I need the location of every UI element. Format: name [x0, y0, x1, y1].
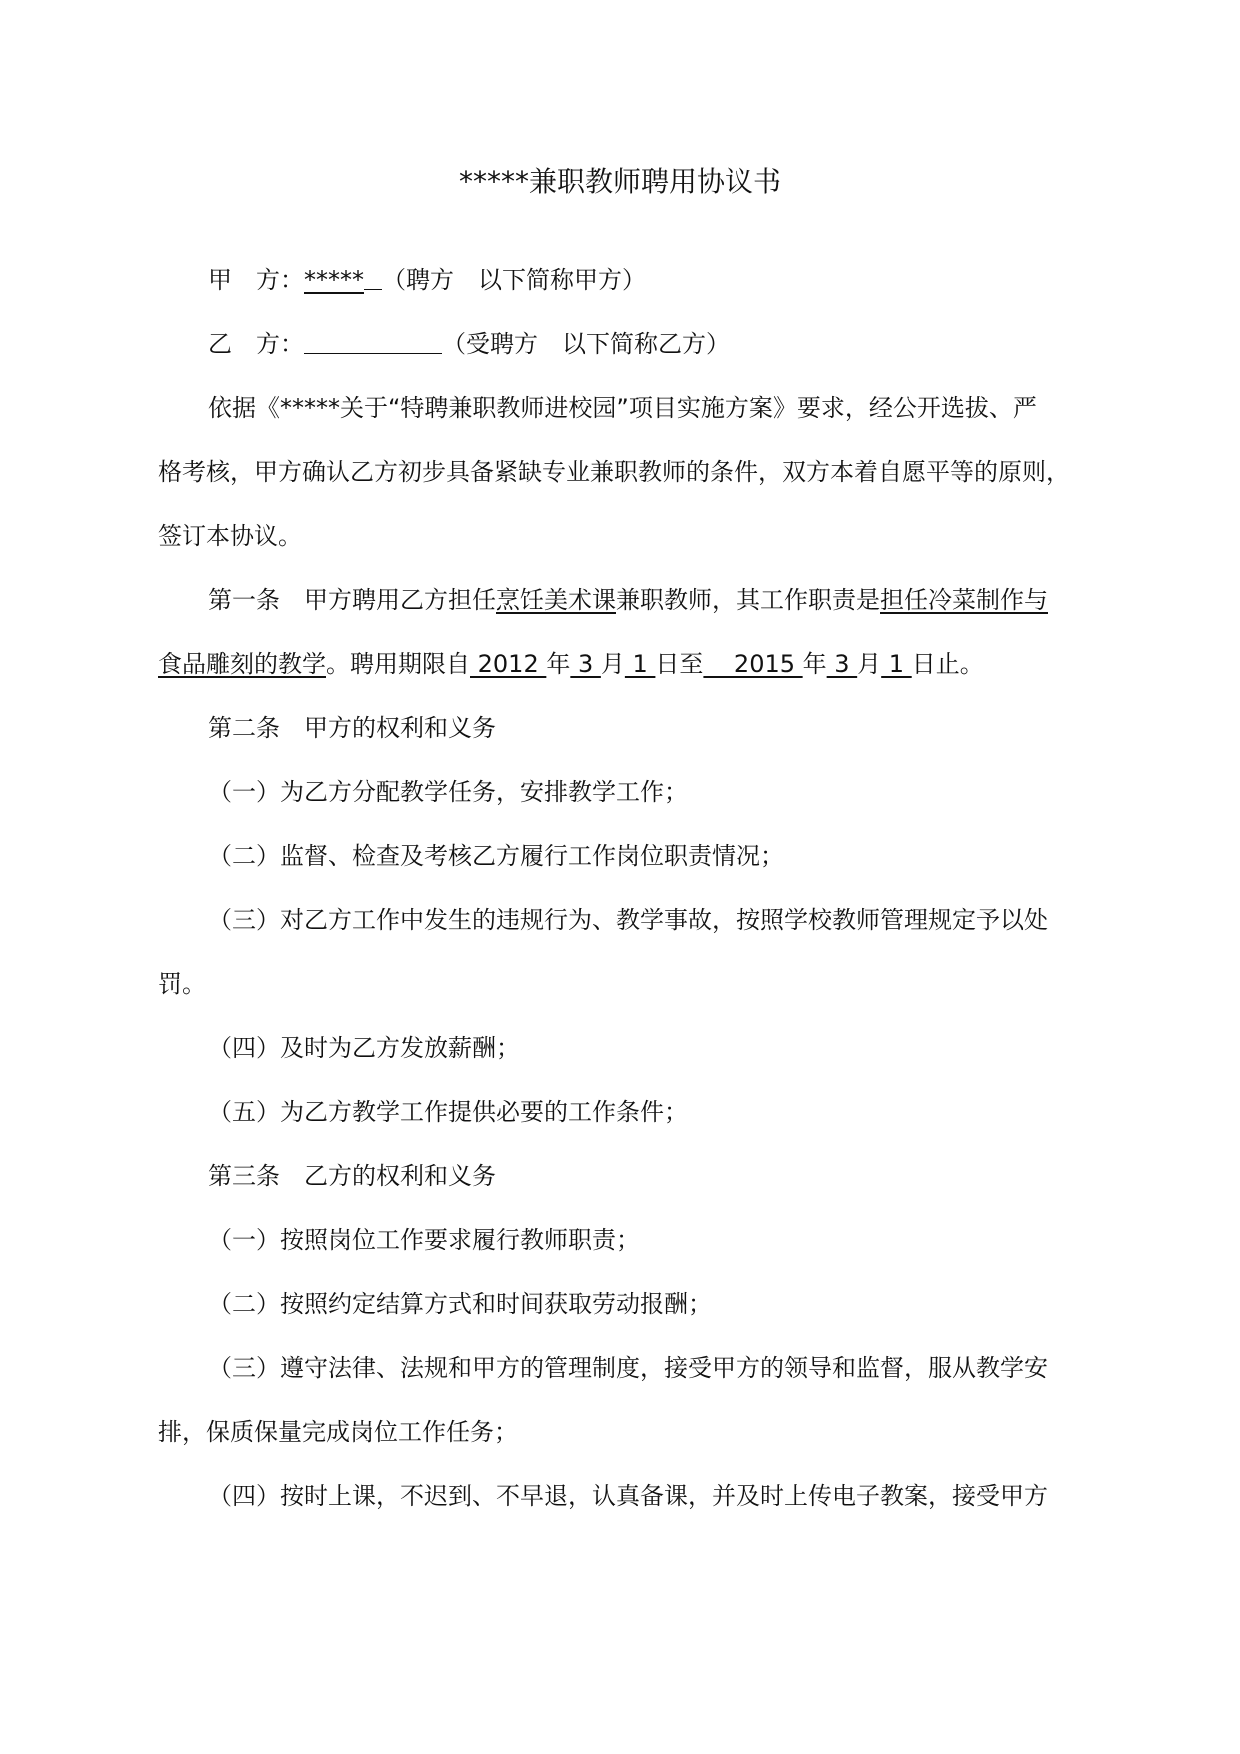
month-unit: 月	[857, 650, 882, 678]
intro-line-1: 依据《*****关于“特聘兼职教师进校园”项目实施方案》要求，经公开选拔、严	[208, 394, 1037, 422]
start-year: 2012	[470, 650, 547, 678]
end-year: 2015	[703, 650, 803, 678]
party-b-line	[208, 326, 730, 362]
article-3-item-3-cont: 排，保质保量完成岗位工作任务；	[158, 1418, 518, 1446]
article-1-text: 兼职教师，其工作职责是	[616, 586, 880, 614]
document-title: *****兼职教师聘用协议书	[458, 165, 781, 198]
article-2-item-3-cont: 罚。	[158, 970, 206, 998]
article-3-item-4: （四）按时上课，不迟到、不早退，认真备课，并及时上传电子教案，接受甲方	[208, 1482, 1048, 1510]
intro-line-2: 格考核，甲方确认乙方初步具备紧缺专业兼职教师的条件，双方本着自愿平等的原则，	[158, 458, 1070, 486]
end-day: 1	[881, 650, 912, 678]
article-2-item-2: （二）监督、检查及考核乙方履行工作岗位职责情况；	[208, 842, 784, 870]
article-1-text: 。聘用期限自	[326, 650, 470, 678]
article-1-line-1	[208, 582, 1048, 618]
duty-text: 担任冷菜制作与	[880, 586, 1048, 614]
start-day: 1	[624, 650, 656, 678]
article-3-item-1: （一）按照岗位工作要求履行教师职责；	[208, 1226, 640, 1254]
article-1-text: 第一条 甲方聘用乙方担任	[208, 586, 496, 614]
party-a-note: （聘方 以下简称甲方）	[382, 266, 646, 294]
party-b-blank	[304, 327, 442, 354]
day-unit: 日至	[655, 650, 704, 678]
year-unit: 年	[802, 650, 827, 678]
party-a-blank	[364, 263, 382, 290]
article-2-item-1: （一）为乙方分配教学任务，安排教学工作；	[208, 778, 688, 806]
party-a-name: *****	[304, 266, 364, 294]
article-2-item-3: （三）对乙方工作中发生的违规行为、教学事故，按照学校教师管理规定予以处	[208, 906, 1048, 934]
duty-text: 食品雕刻的教学	[158, 650, 326, 678]
party-b-note: （受聘方 以下简称乙方）	[442, 330, 730, 358]
article-3-heading: 第三条 乙方的权利和义务	[208, 1162, 496, 1190]
end-month: 3	[826, 650, 858, 678]
course-name: 烹饪美术课	[496, 586, 616, 614]
party-a-line	[208, 262, 646, 298]
article-3-item-2: （二）按照约定结算方式和时间获取劳动报酬；	[208, 1290, 712, 1318]
article-2-item-4: （四）及时为乙方发放薪酬；	[208, 1034, 520, 1062]
article-1-line-2	[158, 646, 984, 682]
article-2-item-5: （五）为乙方教学工作提供必要的工作条件；	[208, 1098, 688, 1126]
year-unit: 年	[546, 650, 571, 678]
month-unit: 月	[600, 650, 625, 678]
article-3-item-3: （三）遵守法律、法规和甲方的管理制度，接受甲方的领导和监督，服从教学安	[208, 1354, 1048, 1382]
party-a-label: 甲 方：	[208, 266, 304, 294]
article-2-heading: 第二条 甲方的权利和义务	[208, 714, 496, 742]
party-b-label: 乙 方：	[208, 330, 304, 358]
intro-line-3: 签订本协议。	[158, 522, 302, 550]
day-unit: 日止。	[911, 650, 984, 678]
start-month: 3	[570, 650, 601, 678]
